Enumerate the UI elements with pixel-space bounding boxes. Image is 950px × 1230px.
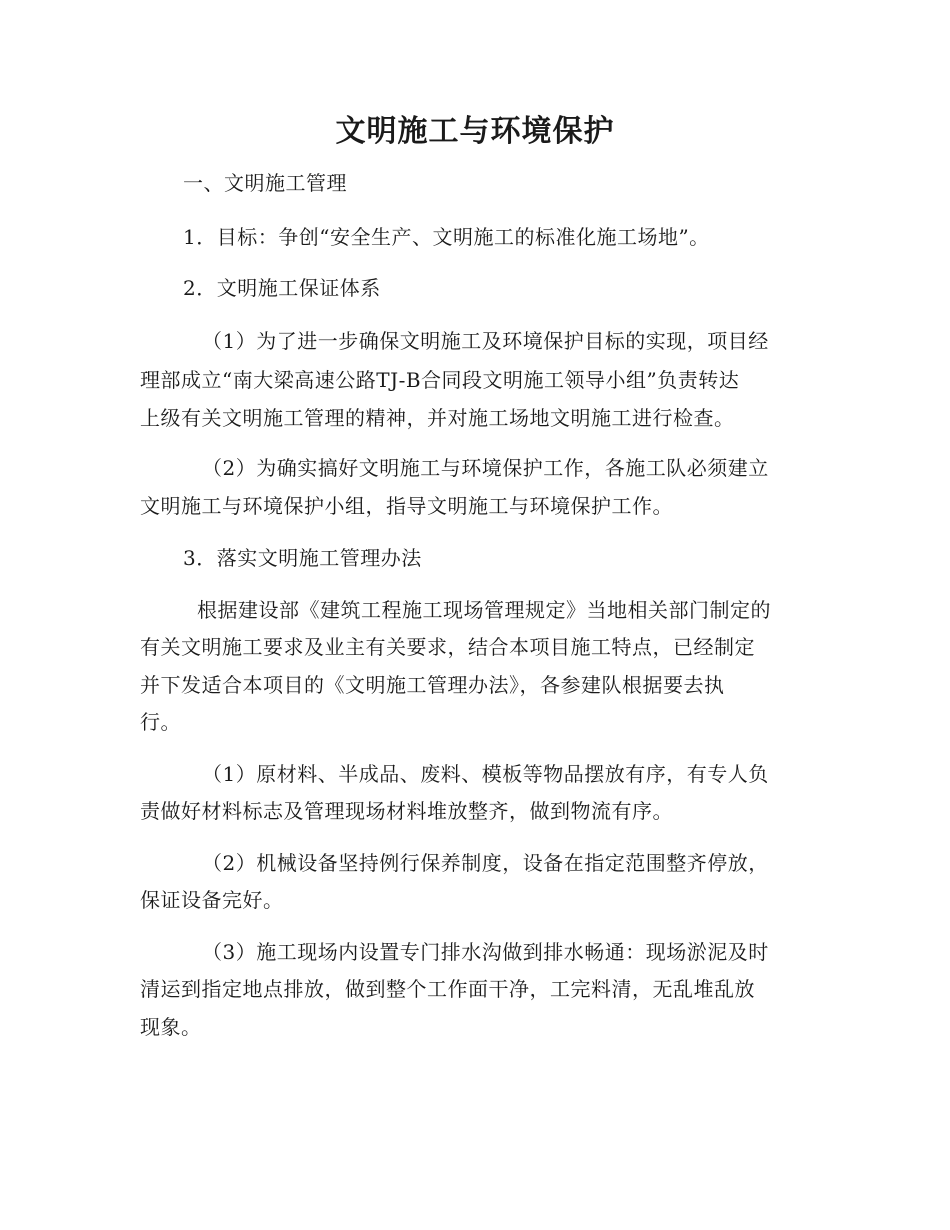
paragraph-line: （2）为确实搞好文明施工与环境保护工作，各施工队必须建立 bbox=[202, 456, 769, 480]
paragraph-line: 上级有关文明施工管理的精神，并对施工场地文明施工进行检查。 bbox=[140, 406, 735, 430]
paragraph-line: 理部成立“南大梁高速公路TJ-B合同段文明施工领导小组”负责转达 bbox=[140, 368, 740, 392]
paragraph-line: 1．目标：争创“安全生产、文明施工的标准化施工场地”。 bbox=[183, 225, 710, 249]
document-title: 文明施工与环境保护 bbox=[335, 114, 615, 149]
paragraph-line: 3．落实文明施工管理办法 bbox=[183, 546, 422, 570]
paragraph-line: （2）机械设备坚持例行保养制度，设备在指定范围整齐停放， bbox=[202, 851, 769, 875]
paragraph-line: 2．文明施工保证体系 bbox=[183, 276, 381, 300]
section-heading: 一、文明施工管理 bbox=[183, 171, 347, 195]
paragraph-line: （1）原材料、半成品、废料、模板等物品摆放有序，有专人负 bbox=[202, 762, 769, 786]
paragraph-line: 有关文明施工要求及业主有关要求，结合本项目施工特点，已经制定 bbox=[140, 635, 755, 659]
paragraph-line: 责做好材料标志及管理现场材料堆放整齐，做到物流有序。 bbox=[140, 799, 673, 823]
paragraph-line: 行。 bbox=[140, 710, 181, 734]
paragraph-line: 清运到指定地点排放，做到整个工作面干净，工完料清，无乱堆乱放 bbox=[140, 977, 755, 1001]
paragraph-line: （3）施工现场内设置专门排水沟做到排水畅通：现场淤泥及时 bbox=[202, 940, 769, 964]
paragraph-line: （1）为了进一步确保文明施工及环境保护目标的实现，项目经 bbox=[202, 329, 769, 353]
paragraph-line: 并下发适合本项目的《文明施工管理办法》，各参建队根据要去执 bbox=[140, 673, 725, 697]
paragraph-line: 文明施工与环境保护小组，指导文明施工与环境保护工作。 bbox=[140, 494, 673, 518]
paragraph-line: 现象。 bbox=[140, 1015, 202, 1039]
paragraph-line: 根据建设部《建筑工程施工现场管理规定》当地相关部门制定的 bbox=[197, 598, 771, 622]
paragraph-line: 保证设备完好。 bbox=[140, 888, 284, 912]
